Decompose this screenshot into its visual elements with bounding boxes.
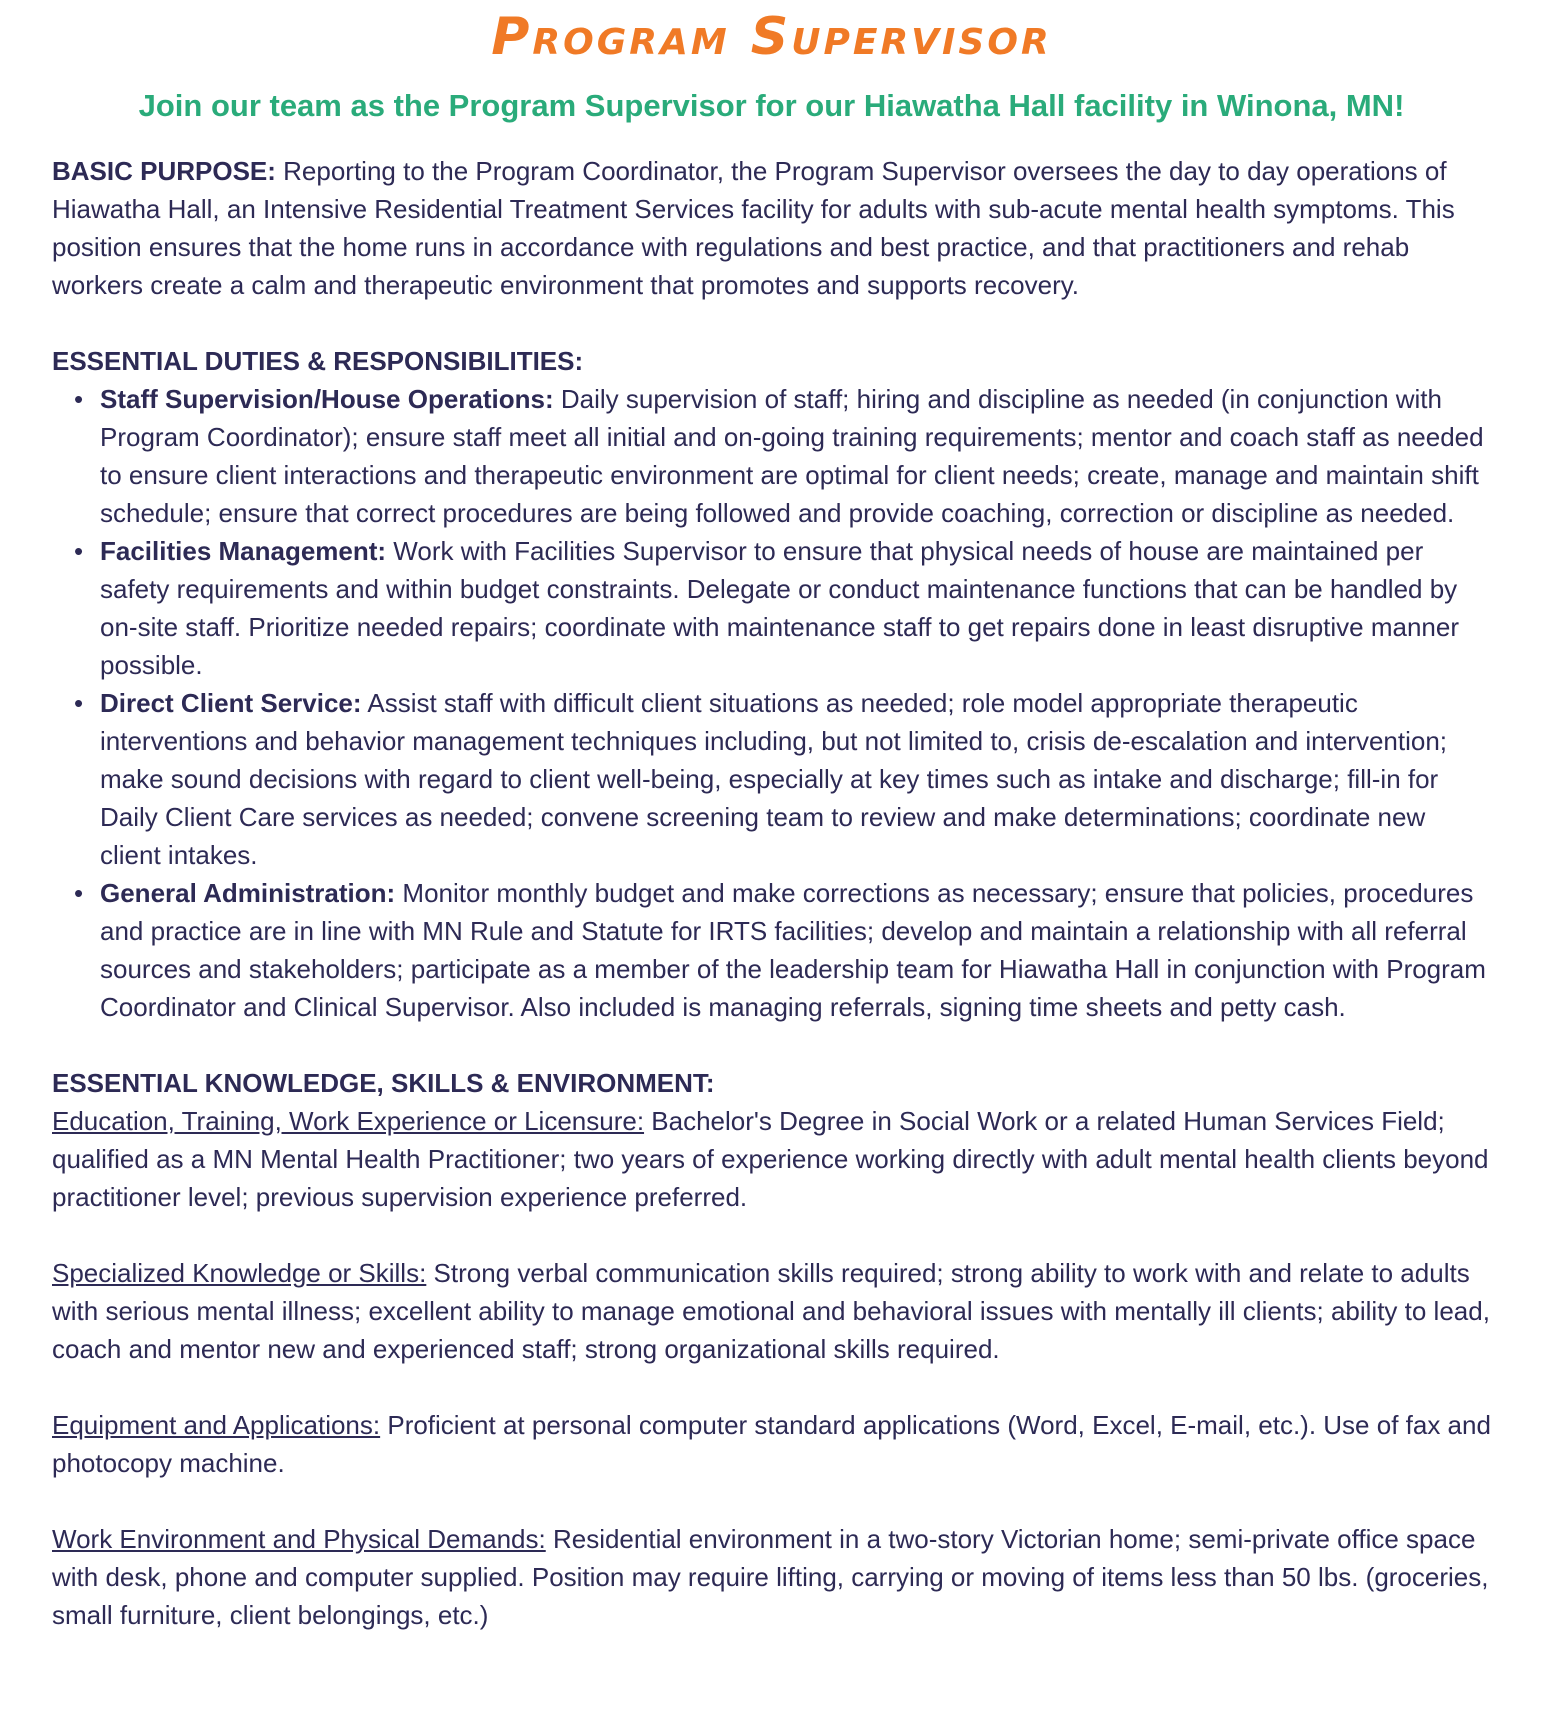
duty-label: Facilities Management:	[100, 536, 387, 566]
equipment-text: Proficient at personal computer standard applications (Word, Excel, E-mail, etc.). Use of fax and photocopy machine.	[52, 1410, 1491, 1478]
list-item	[74, 380, 1491, 532]
list-item	[74, 874, 1491, 1026]
bullet-icon: •	[74, 878, 84, 908]
duty-label: Direct Client Service:	[100, 688, 362, 718]
spacer	[52, 304, 1491, 342]
duty-text: Work with Facilities Supervisor to ensure that physical needs of house are maintained per safety requirements and within budget constraints. Delegate or conduct maintenance functions that can be handled by on-site staff. Prioritize needed repairs; coordinate with maintenance staff to get repairs done in least disruptive manner possible.	[100, 536, 1460, 680]
duty-label: General Administration:	[100, 878, 396, 908]
equipment-paragraph	[52, 1406, 1491, 1482]
spacer	[52, 1026, 1491, 1064]
basic-purpose-text: Reporting to the Program Coordinator, the Program Supervisor oversees the day to day operations of Hiawatha Hall, an Intensive Residential Treatment Services facility for adults with sub-acute mental health symptoms. This position ensures that the home runs in accordance with regulations and best practice, and that practitioners and rehab workers create a calm and therapeutic environment that promotes and supports recovery.	[52, 156, 1455, 300]
duty-text: Assist staff with difficult client situations as needed; role model appropriate therapeutic interventions and behavior management techniques including, but not limited to, crisis de-escalation and intervention; make sound decisions with regard to client well-being, especially at key times such as intake and discharge; fill-in for Daily Client Care services as needed; convene screening team to review and make determinations; coordinate new client intakes.	[100, 688, 1448, 870]
duties-list	[52, 380, 1491, 1026]
equipment-label: Equipment and Applications:	[52, 1410, 381, 1440]
list-item	[74, 532, 1491, 684]
spacer	[52, 1216, 1491, 1254]
environment-paragraph	[52, 1520, 1491, 1634]
page-subtitle: Join our team as the Program Supervisor for our Hiawatha Hall facility in Winona, MN!	[138, 88, 1405, 123]
basic-purpose-label: BASIC PURPOSE:	[52, 156, 276, 186]
education-paragraph	[52, 1102, 1491, 1216]
page-title: Program Supervisor	[491, 7, 1052, 67]
environment-text: Residential environment in a two-story Victorian home; semi-private office space with desk, phone and computer supplied. Position may require lifting, carrying or moving of items less than 50 lbs. (groceries, small furniture, client belongings, etc.)	[52, 1524, 1489, 1630]
duty-text: Daily supervision of staff; hiring and discipline as needed (in conjunction with Program Coordinator); ensure staff meet all initial and on-going training requirements; mentor and coach staff as needed to ensure client interactions and therapeutic environment are optimal for client needs; create, manage and maintain shift schedule; ensure that correct procedures are being followed and provide coaching, correction or discipline as needed.	[100, 384, 1484, 528]
duties-heading: ESSENTIAL DUTIES & RESPONSIBILITIES:	[52, 346, 584, 376]
spacer	[52, 1368, 1491, 1406]
skills-paragraph	[52, 1254, 1491, 1368]
bullet-icon: •	[74, 688, 84, 718]
duty-text: Monitor monthly budget and make corrections as necessary; ensure that policies, procedures and practice are in line with MN Rule and Statute for IRTS facilities; develop and maintain a relationship with all referral sources and stakeholders; participate as a member of the leadership team for Hiawatha Hall in conjunction with Program Coordinator and Clinical Supervisor. Also included is managing referrals, signing time sheets and petty cash.	[100, 878, 1486, 1022]
environment-label: Work Environment and Physical Demands:	[52, 1524, 546, 1554]
knowledge-heading: ESSENTIAL KNOWLEDGE, SKILLS & ENVIRONMENT:	[52, 1068, 715, 1098]
education-text: Bachelor's Degree in Social Work or a related Human Services Field; qualified as a MN Mental Health Practitioner; two years of experience working directly with adult mental health clients beyond practitioner level; previous supervision experience preferred.	[52, 1106, 1489, 1212]
education-label: Education, Training, Work Experience or Licensure:	[52, 1106, 645, 1136]
spacer	[52, 1482, 1491, 1520]
list-item	[74, 684, 1491, 874]
bullet-icon: •	[74, 536, 84, 566]
bullet-icon: •	[74, 384, 84, 414]
basic-purpose-paragraph	[52, 152, 1491, 304]
skills-text: Strong verbal communication skills required; strong ability to work with and relate to adults with serious mental illness; excellent ability to manage emotional and behavioral issues with mentally ill clients; ability to lead, coach and mentor new and experienced staff; strong organizational skills required.	[52, 1258, 1490, 1364]
duty-label: Staff Supervision/House Operations:	[100, 384, 554, 414]
skills-label: Specialized Knowledge or Skills:	[52, 1258, 427, 1288]
